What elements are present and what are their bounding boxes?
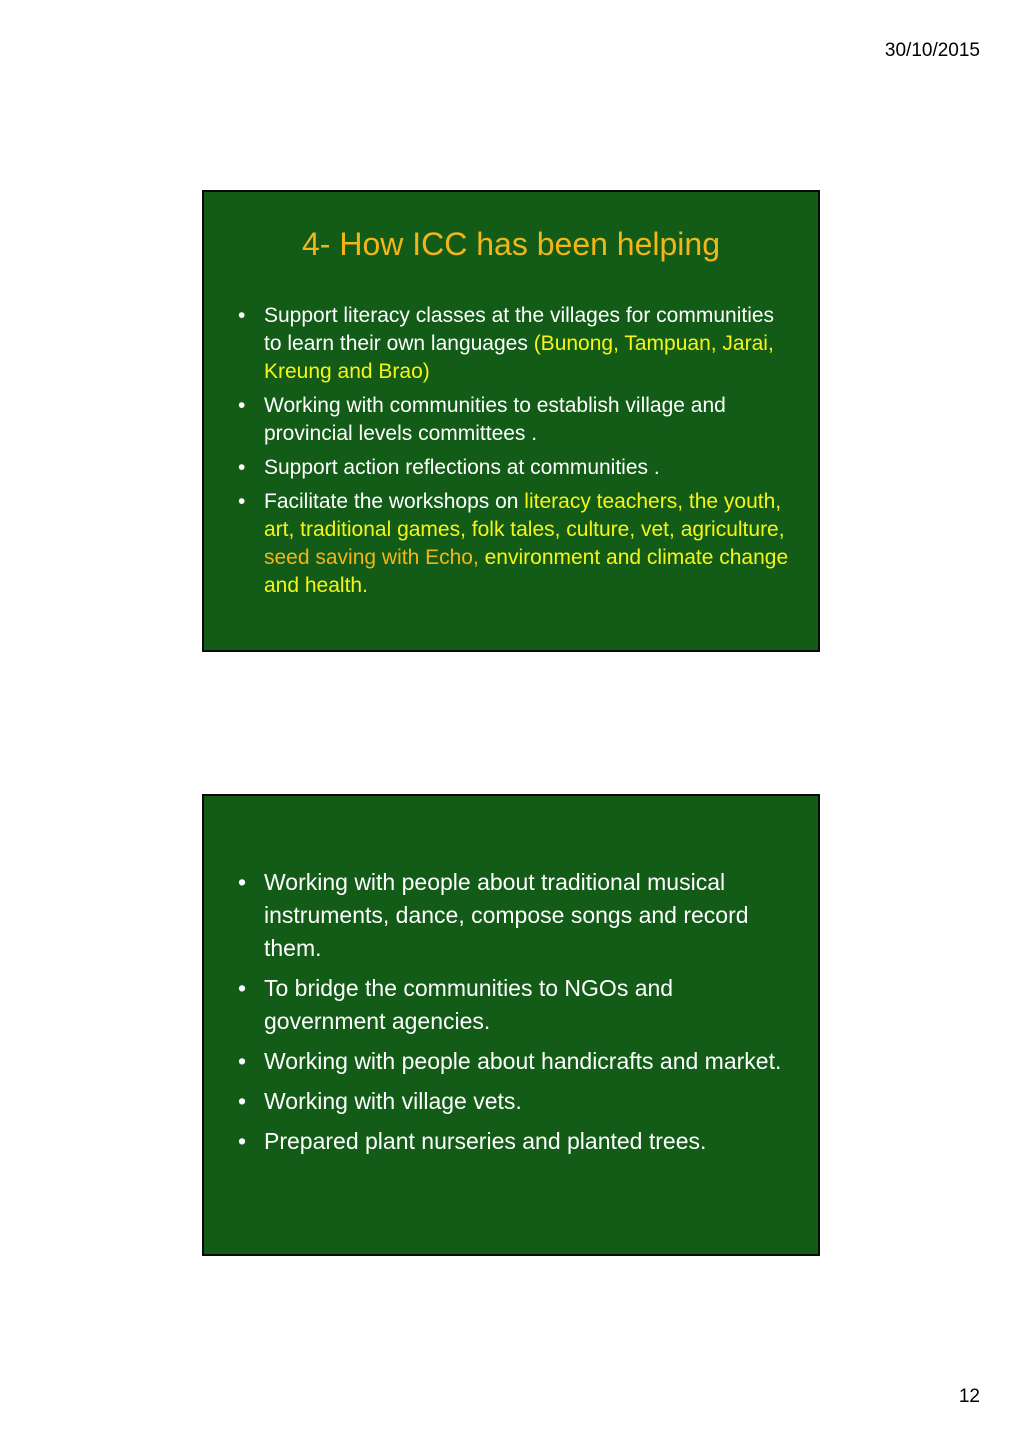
bullet-text: Support action reflections at communities . <box>264 456 660 479</box>
slide-title: 4- How ICC has been helping <box>301 226 720 262</box>
bullet-musical-instruments: • Working with people about traditional musical instruments, dance, compose songs and record them. <box>238 866 794 965</box>
workshop-topics-highlight: literacy teachers, the youth, art, traditional games, folk tales, culture, vet, agriculture, <box>264 490 785 541</box>
slide-how-icc-helping <box>202 190 820 652</box>
environment-highlight: environment and climate change and health. <box>264 546 789 597</box>
bullet-text: Working with communities to establish village and provincial levels committees . <box>264 394 726 445</box>
seed-saving-highlight: seed saving with Echo, <box>264 546 479 569</box>
page-number: 12 <box>958 1386 980 1407</box>
bullet-list <box>238 302 794 606</box>
slide-continued <box>202 794 820 1256</box>
bullet-workshops <box>238 488 794 600</box>
bullet-text: Facilitate the workshops on <box>264 490 525 513</box>
bullet-text: Support literacy classes at the villages for communities to learn their own languages <box>264 304 775 355</box>
bullet-plant-nurseries: • Prepared plant nurseries and planted trees. <box>238 1125 794 1158</box>
bullet-committees <box>238 392 794 448</box>
bullet-handicrafts: • Working with people about handicrafts and market. <box>238 1045 794 1078</box>
bullet-village-vets: • Working with village vets. <box>238 1085 794 1118</box>
page-date: 30/10/2015 <box>884 40 980 61</box>
languages-highlight: (Bunong, Tampuan, Jarai, Kreung and Brao) <box>264 332 774 383</box>
bullet-literacy-classes <box>238 302 794 386</box>
bullet-action-reflections <box>238 454 794 482</box>
bullet-bridge-ngos: • To bridge the communities to NGOs and government agencies. <box>238 972 794 1038</box>
bullet-list <box>238 866 794 1165</box>
